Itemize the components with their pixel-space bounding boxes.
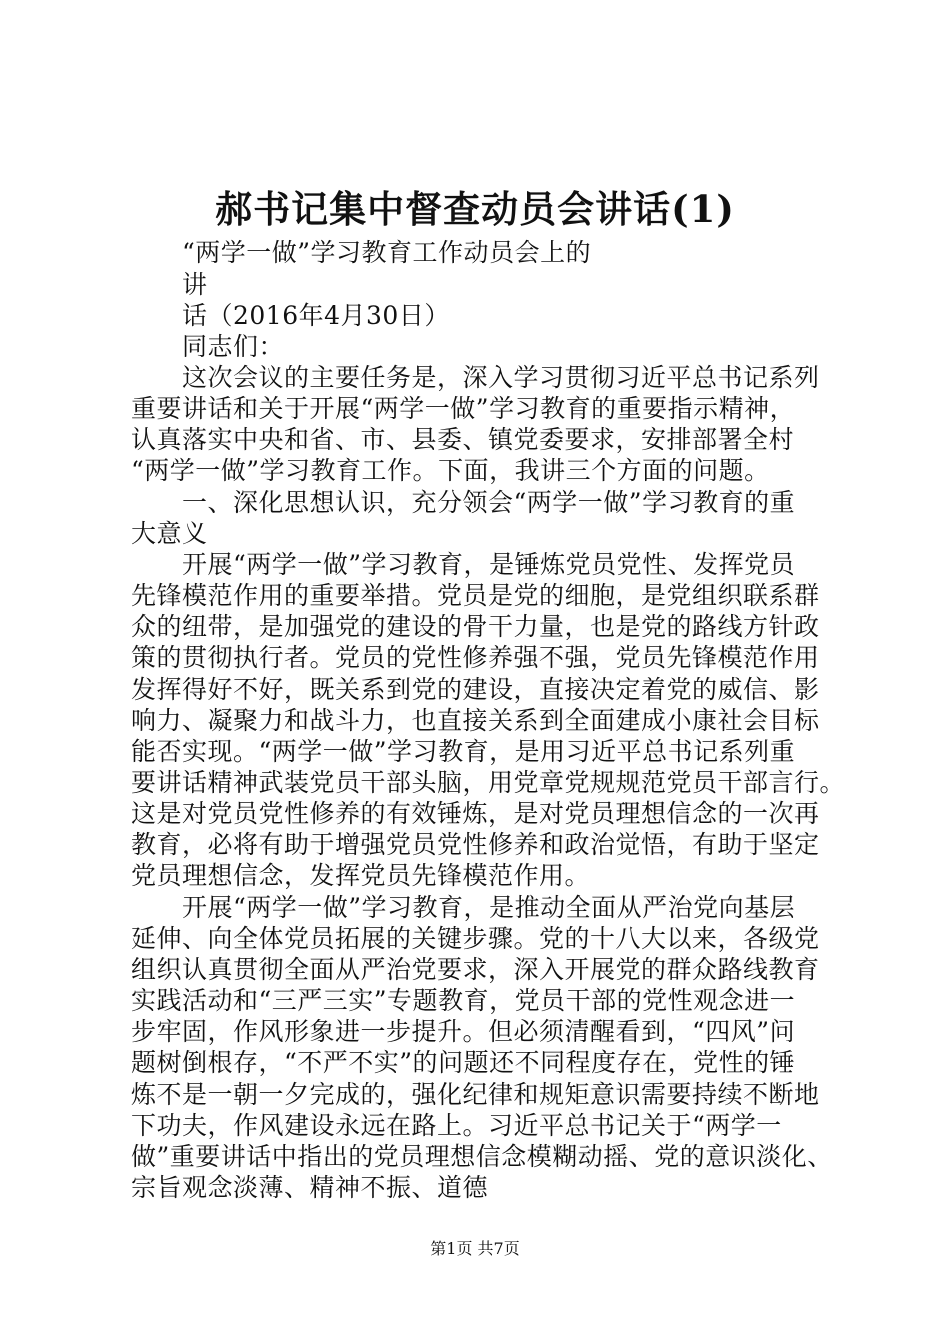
body-line: “两学一做”学习教育工作。下面，我讲三个方面的问题。	[131, 456, 770, 485]
body-line: 先锋模范作用的重要举措。党员是党的细胞，是党组织联系群	[131, 581, 820, 610]
document-title: 郝书记集中督查动员会讲话(1)	[215, 187, 735, 231]
body-line: 认真落实中央和省、市、县委、镇党委要求，安排部署全村	[131, 425, 795, 454]
body-line: 党员理想信念，发挥党员先锋模范作用。	[131, 861, 591, 890]
body-line: 做”重要讲话中指出的党员理想信念模糊动摇、党的意识淡化、	[131, 1142, 833, 1171]
body-line: 炼不是一朝一夕完成的，强化纪律和规矩意识需要持续不断地	[131, 1080, 820, 1109]
body-line: 实践活动和“三严三实”专题教育，党员干部的党性观念进一	[131, 986, 796, 1015]
section-heading: 大意义	[131, 519, 208, 548]
body-line: 策的贯彻执行者。党员的党性修养强不强，党员先锋模范作用	[131, 643, 820, 672]
body-line: 组织认真贯彻全面从严治党要求，深入开展党的群众路线教育	[131, 955, 820, 984]
body-line: 教育，必将有助于增强党员党性修养和政治觉悟，有助于坚定	[131, 830, 820, 859]
body-line: 步牢固，作风形象进一步提升。但必须清醒看到，“四风”问	[131, 1017, 796, 1046]
body-line: 话（2016年4月30日）	[182, 301, 450, 330]
body-line: 重要讲话和关于开展“两学一做”学习教育的重要指示精神，	[131, 394, 796, 423]
body-line: 题树倒根存，“不严不实”的问题还不同程度存在，党性的锤	[131, 1048, 796, 1077]
page-number-footer: 第1页 共7页	[430, 1239, 520, 1258]
body-line: 这次会议的主要任务是，深入学习贯彻习近平总书记系列	[182, 363, 820, 392]
body-line: 能否实现。“两学一做”学习教育，是用习近平总书记系列重	[131, 737, 796, 766]
body-line: 开展“两学一做”学习教育，是推动全面从严治党向基层	[182, 893, 796, 922]
body-line: 讲	[182, 270, 208, 299]
section-heading: 一、深化思想认识，充分领会“两学一做”学习教育的重	[182, 488, 796, 517]
body-line: 延伸、向全体党员拓展的关键步骤。党的十八大以来，各级党	[131, 924, 820, 953]
body-line: 宗旨观念淡薄、精神不振、道德	[131, 1173, 489, 1202]
body-line: 发挥得好不好，既关系到党的建设，直接决定着党的威信、影	[131, 675, 820, 704]
body-line: “两学一做”学习教育工作动员会上的	[182, 238, 592, 267]
body-line: 响力、凝聚力和战斗力，也直接关系到全面建成小康社会目标	[131, 706, 820, 735]
body-line: 开展“两学一做”学习教育，是锤炼党员党性、发挥党员	[182, 550, 796, 579]
body-line: 众的纽带，是加强党的建设的骨干力量，也是党的路线方针政	[131, 612, 820, 641]
salutation: 同志们：	[182, 332, 285, 361]
body-line: 下功夫，作风建设永远在路上。习近平总书记关于“两学一	[131, 1111, 782, 1140]
body-line: 这是对党员党性修养的有效锤炼，是对党员理想信念的一次再	[131, 799, 820, 828]
body-line: 要讲话精神武装党员干部头脑，用党章党规规范党员干部言行。	[131, 768, 846, 797]
